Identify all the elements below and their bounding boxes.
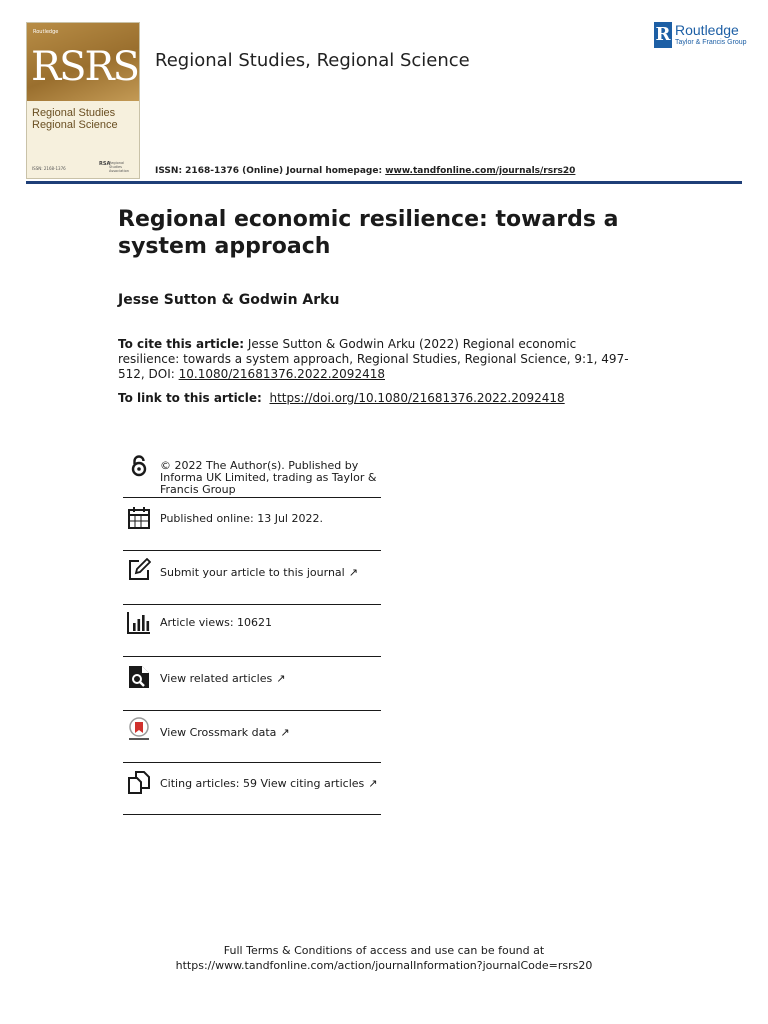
cover-issn: ISSN: 2168-1376 [32,166,66,171]
citing-articles-icon [127,770,151,794]
link-label: To link to this article: [118,391,262,405]
cover-rsa-subtitle: Regional Studies Association [109,161,129,173]
crossmark-icon [127,717,151,741]
external-link-icon: ↗ [348,566,358,579]
issn-prefix: ISSN: 2168-1376 (Online) Journal homepage: [155,166,386,176]
journal-cover [26,22,140,179]
search-document-icon [127,665,151,689]
published-date: Published online: 13 Jul 2022. [160,512,323,525]
cite-text: Jesse Sutton & Godwin Arku (2022) Regional economic resilience: towards a system approach, Regional Studies, Regional Science, 9:1, 497-512, DOI: [118,337,629,381]
submit-article-link[interactable] [160,567,384,579]
article-title: Regional economic resilience: towards a system approach [118,207,619,259]
external-link-icon: ↗ [280,726,290,739]
submit-article-label: Submit your article to this journal [160,566,345,579]
cover-logo: RSRS [31,44,139,90]
cover-title [32,107,136,131]
link-line [118,391,565,405]
article-doi-link[interactable]: https://doi.org/10.1080/21681376.2022.2092418 [269,391,565,405]
journal-title: Regional Studies, Regional Science [155,50,470,71]
crossmark-label: View Crossmark data [160,726,277,739]
journal-homepage-link[interactable]: www.tandfonline.com/journals/rsrs20 [385,166,576,176]
cite-doi-link[interactable]: 10.1080/21681376.2022.2092418 [178,367,385,381]
cover-rsa-logo: RSA [99,161,111,167]
external-link-icon: ↗ [276,672,286,685]
divider [123,656,381,657]
crossmark-link[interactable] [160,727,384,739]
calendar-icon [127,506,151,530]
related-articles-link[interactable] [160,673,384,685]
terms-footer [0,943,768,973]
publisher-logo[interactable] [654,22,754,50]
terms-line: Full Terms & Conditions of access and use can be found at [223,944,545,957]
article-authors: Jesse Sutton & Godwin Arku [118,292,340,308]
cite-label: To cite this article: [118,337,245,351]
terms-url[interactable]: https://www.tandfonline.com/action/journalInformation?journalCode=rsrs20 [175,959,593,972]
divider [123,762,381,763]
divider [123,814,381,815]
publisher-subtitle: Taylor & Francis Group [675,39,747,46]
issn-line [155,166,575,176]
external-link-icon: ↗ [368,777,378,790]
edit-icon [127,558,151,582]
cover-title-line1: Regional Studies [32,107,116,119]
citing-articles-link[interactable] [160,778,384,790]
citation-block [118,337,638,382]
divider [123,710,381,711]
divider [123,550,381,551]
divider [123,497,381,498]
citing-articles-label: Citing articles: 59 View citing articles [160,777,365,790]
related-articles-label: View related articles [160,672,273,685]
cover-publisher: Routledge [33,29,59,35]
publisher-name: Routledge [675,22,739,38]
article-views: Article views: 10621 [160,616,273,629]
license-text: © 2022 The Author(s). Published by Informa UK Limited, trading as Taylor & Francis Group [160,459,377,496]
bar-chart-icon [127,611,151,635]
cover-title-line2: Regional Science [32,119,118,131]
routledge-mark-icon: R [654,22,672,48]
header-rule [26,181,742,184]
divider [123,604,381,605]
open-access-icon [127,454,151,478]
